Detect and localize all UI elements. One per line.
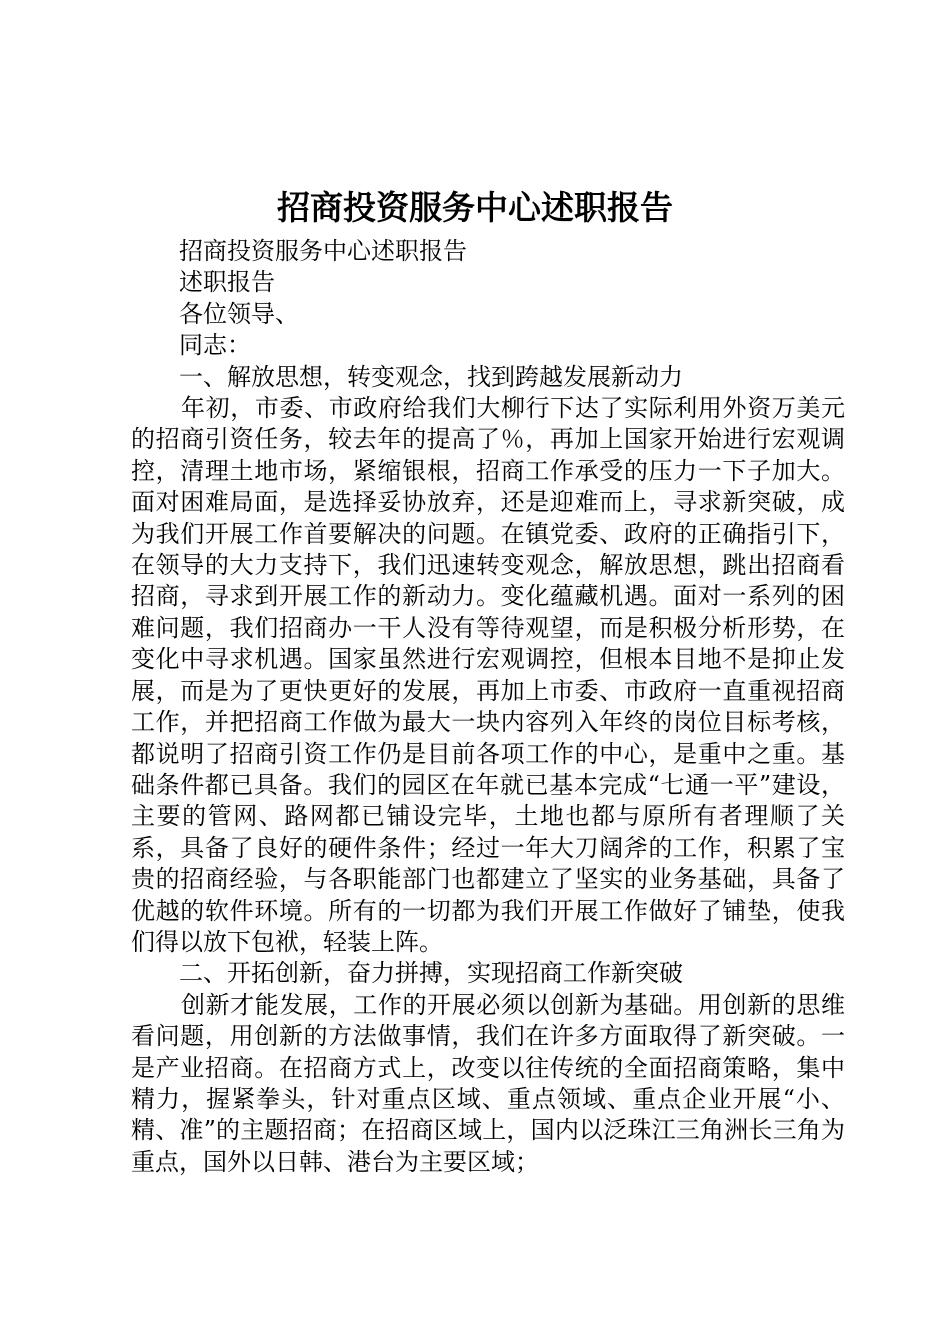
salutation-line-2: 同志： — [179, 331, 251, 360]
document-title: 招商投资服务中心述职报告 — [277, 188, 673, 227]
paragraph-1: 年初，市委、市政府给我们大柳行下达了实际利用外资万美元的招商引资任务，较去年的提高了％，再加上国家开始进行宏观调控，清理土地市场，紧缩银根，招商工作承受的压力一下子加大。面对困难局面，是选择妥协放弃，还是迎难而上，寻求新突破，成为我们开展工作首要解决的问题。在镇党委、政府的正确指引下，在领导的大力支持下，我们迅速转变观念，解放思想，跳出招商看招商，寻求到开展工作的新动力。变化蕴藏机遇。面对一系列的困难问题，我们招商办一干人没有等待观望，而是积极分析形势，在变化中寻求机遇。国家虽然进行宏观调控，但根本目地不是抑止发展，而是为了更快更好的发展，再加上市委、市政府一直重视招商工作，并把招商工作做为最大一块内容列入年终的岗位目标考核，都说明了招商引资工作仍是目前各项工作的中心，是重中之重。基础条件都已具备。我们的园区在年就已基本完成“七通一平”建设，主要的管网、路网都已铺设完毕，土地也都与原所有者理顺了关系，具备了良好的硬件条件；经过一年大刀阔斧的工作，积累了宝贵的招商经验，与各职能部门也都建立了坚实的业务基础，具备了优越的软件环境。所有的一切都为我们开展工作做好了铺垫，使我们得以放下包袱，轻装上阵。 — [131, 394, 845, 956]
section-heading-2: 二、开拓创新，奋力拼搏，实现招商工作新突破 — [179, 959, 683, 988]
paragraph-2: 创新才能发展，工作的开展必须以创新为基础。用创新的思维看问题，用创新的方法做事情，我们在许多方面取得了新突破。一是产业招商。在招商方式上，改变以往传统的全面招商策略，集中精力，握紧拳头，针对重点区域、重点领域、重点企业开展“小、精、准”的主题招商；在招商区域上，国内以泛珠江三角洲长三角为重点，国外以日韩、港台为主要区域； — [131, 990, 845, 1176]
report-type-line: 述职报告 — [179, 268, 275, 297]
salutation-line: 各位领导、 — [179, 299, 299, 328]
document-body — [131, 236, 845, 1178]
subtitle-line: 招商投资服务中心述职报告 — [179, 237, 467, 265]
section-heading-1: 一、解放思想，转变观念，找到跨越发展新动力 — [179, 362, 683, 391]
